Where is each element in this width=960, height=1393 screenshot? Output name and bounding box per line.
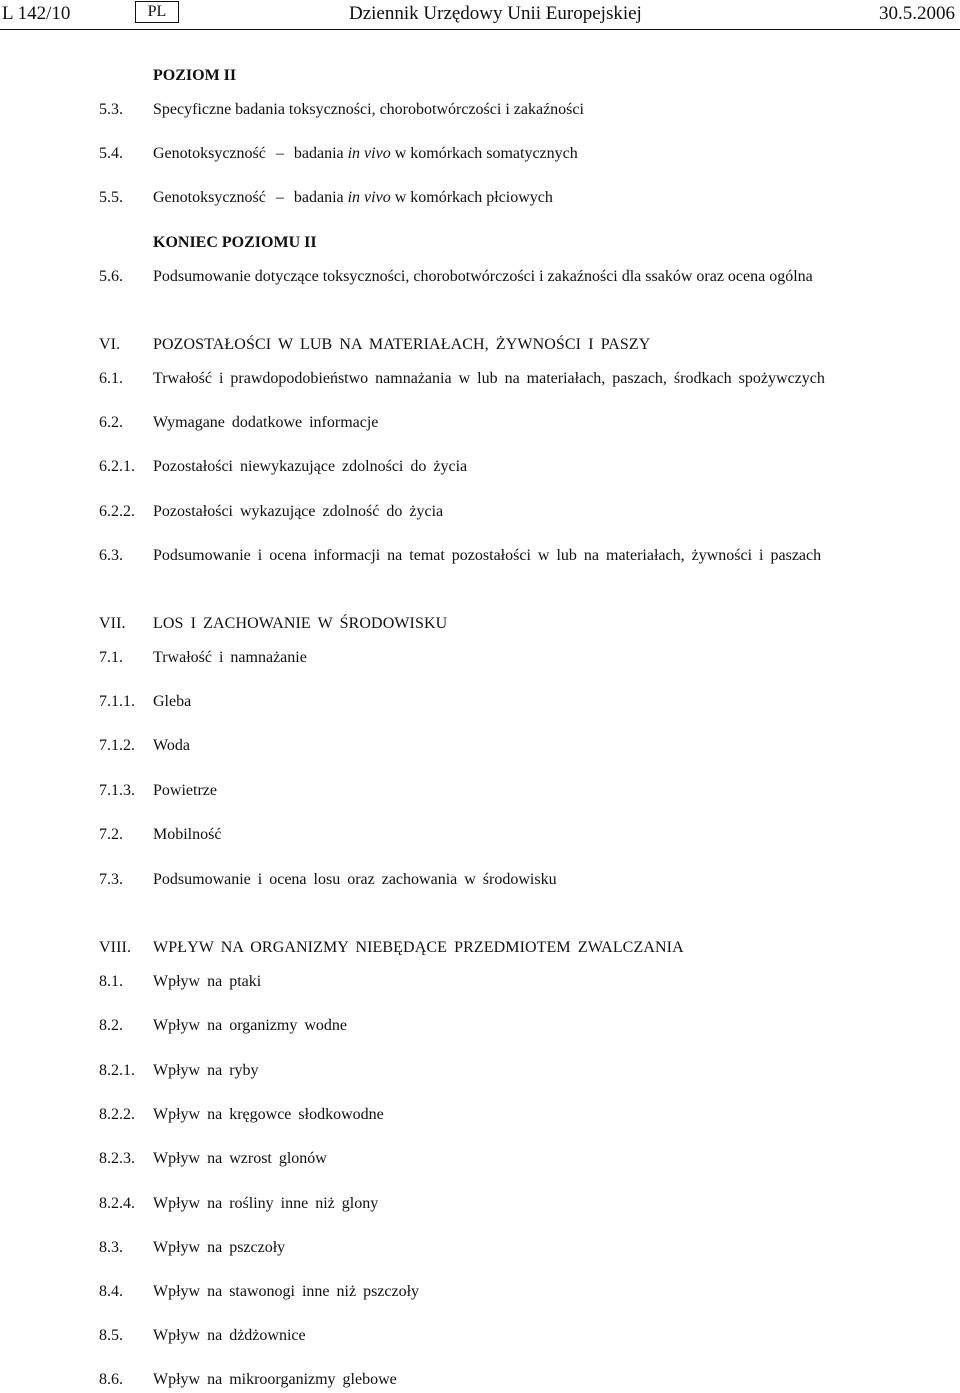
section-title: Wpływ na pszczoły [153,1239,286,1256]
level-heading-text: POZIOM II [153,67,237,84]
header-divider [0,29,960,30]
title-prefix: Genotoksyczność [153,145,266,162]
section-number: 6.1. [99,370,123,387]
list-item [0,647,960,671]
section-number: 7.3. [99,871,123,888]
list-item [0,1060,960,1084]
list-item [0,143,960,167]
list-item [0,1104,960,1128]
section-number: 6.2.1. [99,458,135,475]
list-item [0,824,960,848]
section-number: 6.2. [99,414,123,431]
chapter-heading [0,334,960,358]
list-item [0,780,960,804]
section-number: 8.3. [99,1239,123,1256]
list-item [0,1193,960,1217]
section-number: 8.1. [99,973,123,990]
chapter-title: LOS I ZACHOWANIE W ŚRODOWISKU [153,615,448,632]
list-item [0,187,960,211]
language-badge: PL [135,1,179,23]
list-item [0,735,960,759]
section-number: 5.4. [99,145,123,162]
section-title: Mobilność [153,826,222,843]
section-title: Podsumowanie i ocena losu oraz zachowania w środowisku [153,871,557,888]
list-item [0,971,960,995]
list-item [0,1148,960,1172]
list-item [0,412,960,436]
list-item [0,869,960,893]
section-title: Specyficzne badania toksyczności, chorobotwórczości i zakaźności [153,101,584,118]
list-item [0,1281,960,1305]
section-number: 8.2.4. [99,1195,135,1212]
section-number: 5.5. [99,189,123,206]
section-number: 5.6. [99,268,123,285]
section-title: Wpływ na ptaki [153,973,262,990]
journal-title: Dziennik Urzędowy Unii Europejskiej [349,3,642,24]
list-item [0,691,960,715]
list-item [0,1015,960,1039]
section-title: Powietrze [153,782,217,799]
section-title: Wymagane dodatkowe informacje [153,414,379,431]
level-heading-end [0,232,960,256]
list-item [0,1237,960,1261]
list-item [0,266,960,290]
section-number: 7.1.1. [99,693,135,710]
list-item [0,456,960,480]
section-number: 7.1.2. [99,737,135,754]
dash: – [275,145,284,162]
section-title: Wpływ na ryby [153,1062,259,1079]
title-italic: in vivo [347,189,391,206]
section-number: 6.3. [99,547,123,564]
section-number: 7.2. [99,826,123,843]
chapter-heading [0,613,960,637]
section-title: Wpływ na kręgowce słodkowodne [153,1106,384,1123]
section-title: Wpływ na organizmy wodne [153,1017,347,1034]
section-number: 7.1.3. [99,782,135,799]
section-title: Woda [153,737,190,754]
section-title: Wpływ na wzrost glonów [153,1150,327,1167]
chapter-title: POZOSTAŁOŚCI W LUB NA MATERIAŁACH, ŻYWNOŚCI I PASZY [153,336,651,353]
section-title: Wpływ na rośliny inne niż glony [153,1195,379,1212]
section-number: 8.4. [99,1283,123,1300]
list-item [0,1325,960,1349]
section-number: 8.2.3. [99,1150,135,1167]
section-number: 8.2.1. [99,1062,135,1079]
section-title: Gleba [153,693,192,710]
title-prefix: Genotoksyczność [153,189,266,206]
list-item [0,368,960,392]
section-title: Wpływ na dżdżownice [153,1327,306,1344]
page-reference: L 142/10 [2,3,71,24]
section-title: Podsumowanie i ocena informacji na temat pozostałości w lub na materiałach, żywności i paszach [153,547,822,564]
section-title: Pozostałości niewykazujące zdolności do życia [153,458,468,475]
list-item [0,501,960,525]
section-title [153,187,553,209]
section-title: Wpływ na stawonogi inne niż pszczoły [153,1283,420,1300]
title-mid: badania [293,145,344,162]
section-title: Wpływ na mikroorganizmy glebowe [153,1371,397,1388]
title-italic: in vivo [347,145,391,162]
list-item [0,545,960,569]
title-mid: badania [293,189,344,206]
section-title: Podsumowanie dotyczące toksyczności, chorobotwórczości i zakaźności dla ssaków oraz ocena ogólna [153,268,813,285]
section-title: Trwałość i prawdopodobieństwo namnażania w lub na materiałach, paszach, środkach spożywczych [153,370,825,387]
chapter-heading [0,937,960,961]
title-suffix: w komórkach płciowych [394,189,553,206]
chapter-number: VI. [99,336,121,353]
level-heading-text: KONIEC POZIOMU II [153,234,317,251]
level-heading-start [0,65,960,89]
page-header [0,0,960,32]
chapter-number: VIII. [99,939,132,956]
section-number: 6.2.2. [99,503,135,520]
publication-date: 30.5.2006 [879,3,955,24]
chapter-title: WPŁYW NA ORGANIZMY NIEBĘDĄCE PRZEDMIOTEM ZWALCZANIA [153,939,684,956]
section-number: 8.2.2. [99,1106,135,1123]
title-suffix: w komórkach somatycznych [394,145,578,162]
section-number: 7.1. [99,649,123,666]
list-item [0,1369,960,1393]
section-number: 8.5. [99,1327,123,1344]
section-number: 5.3. [99,101,123,118]
section-number: 8.2. [99,1017,123,1034]
section-number: 8.6. [99,1371,123,1388]
section-title: Pozostałości wykazujące zdolność do życia [153,503,444,520]
dash: – [275,189,284,206]
chapter-number: VII. [99,615,126,632]
section-title [153,143,578,165]
section-title: Trwałość i namnażanie [153,649,307,666]
list-item [0,99,960,123]
